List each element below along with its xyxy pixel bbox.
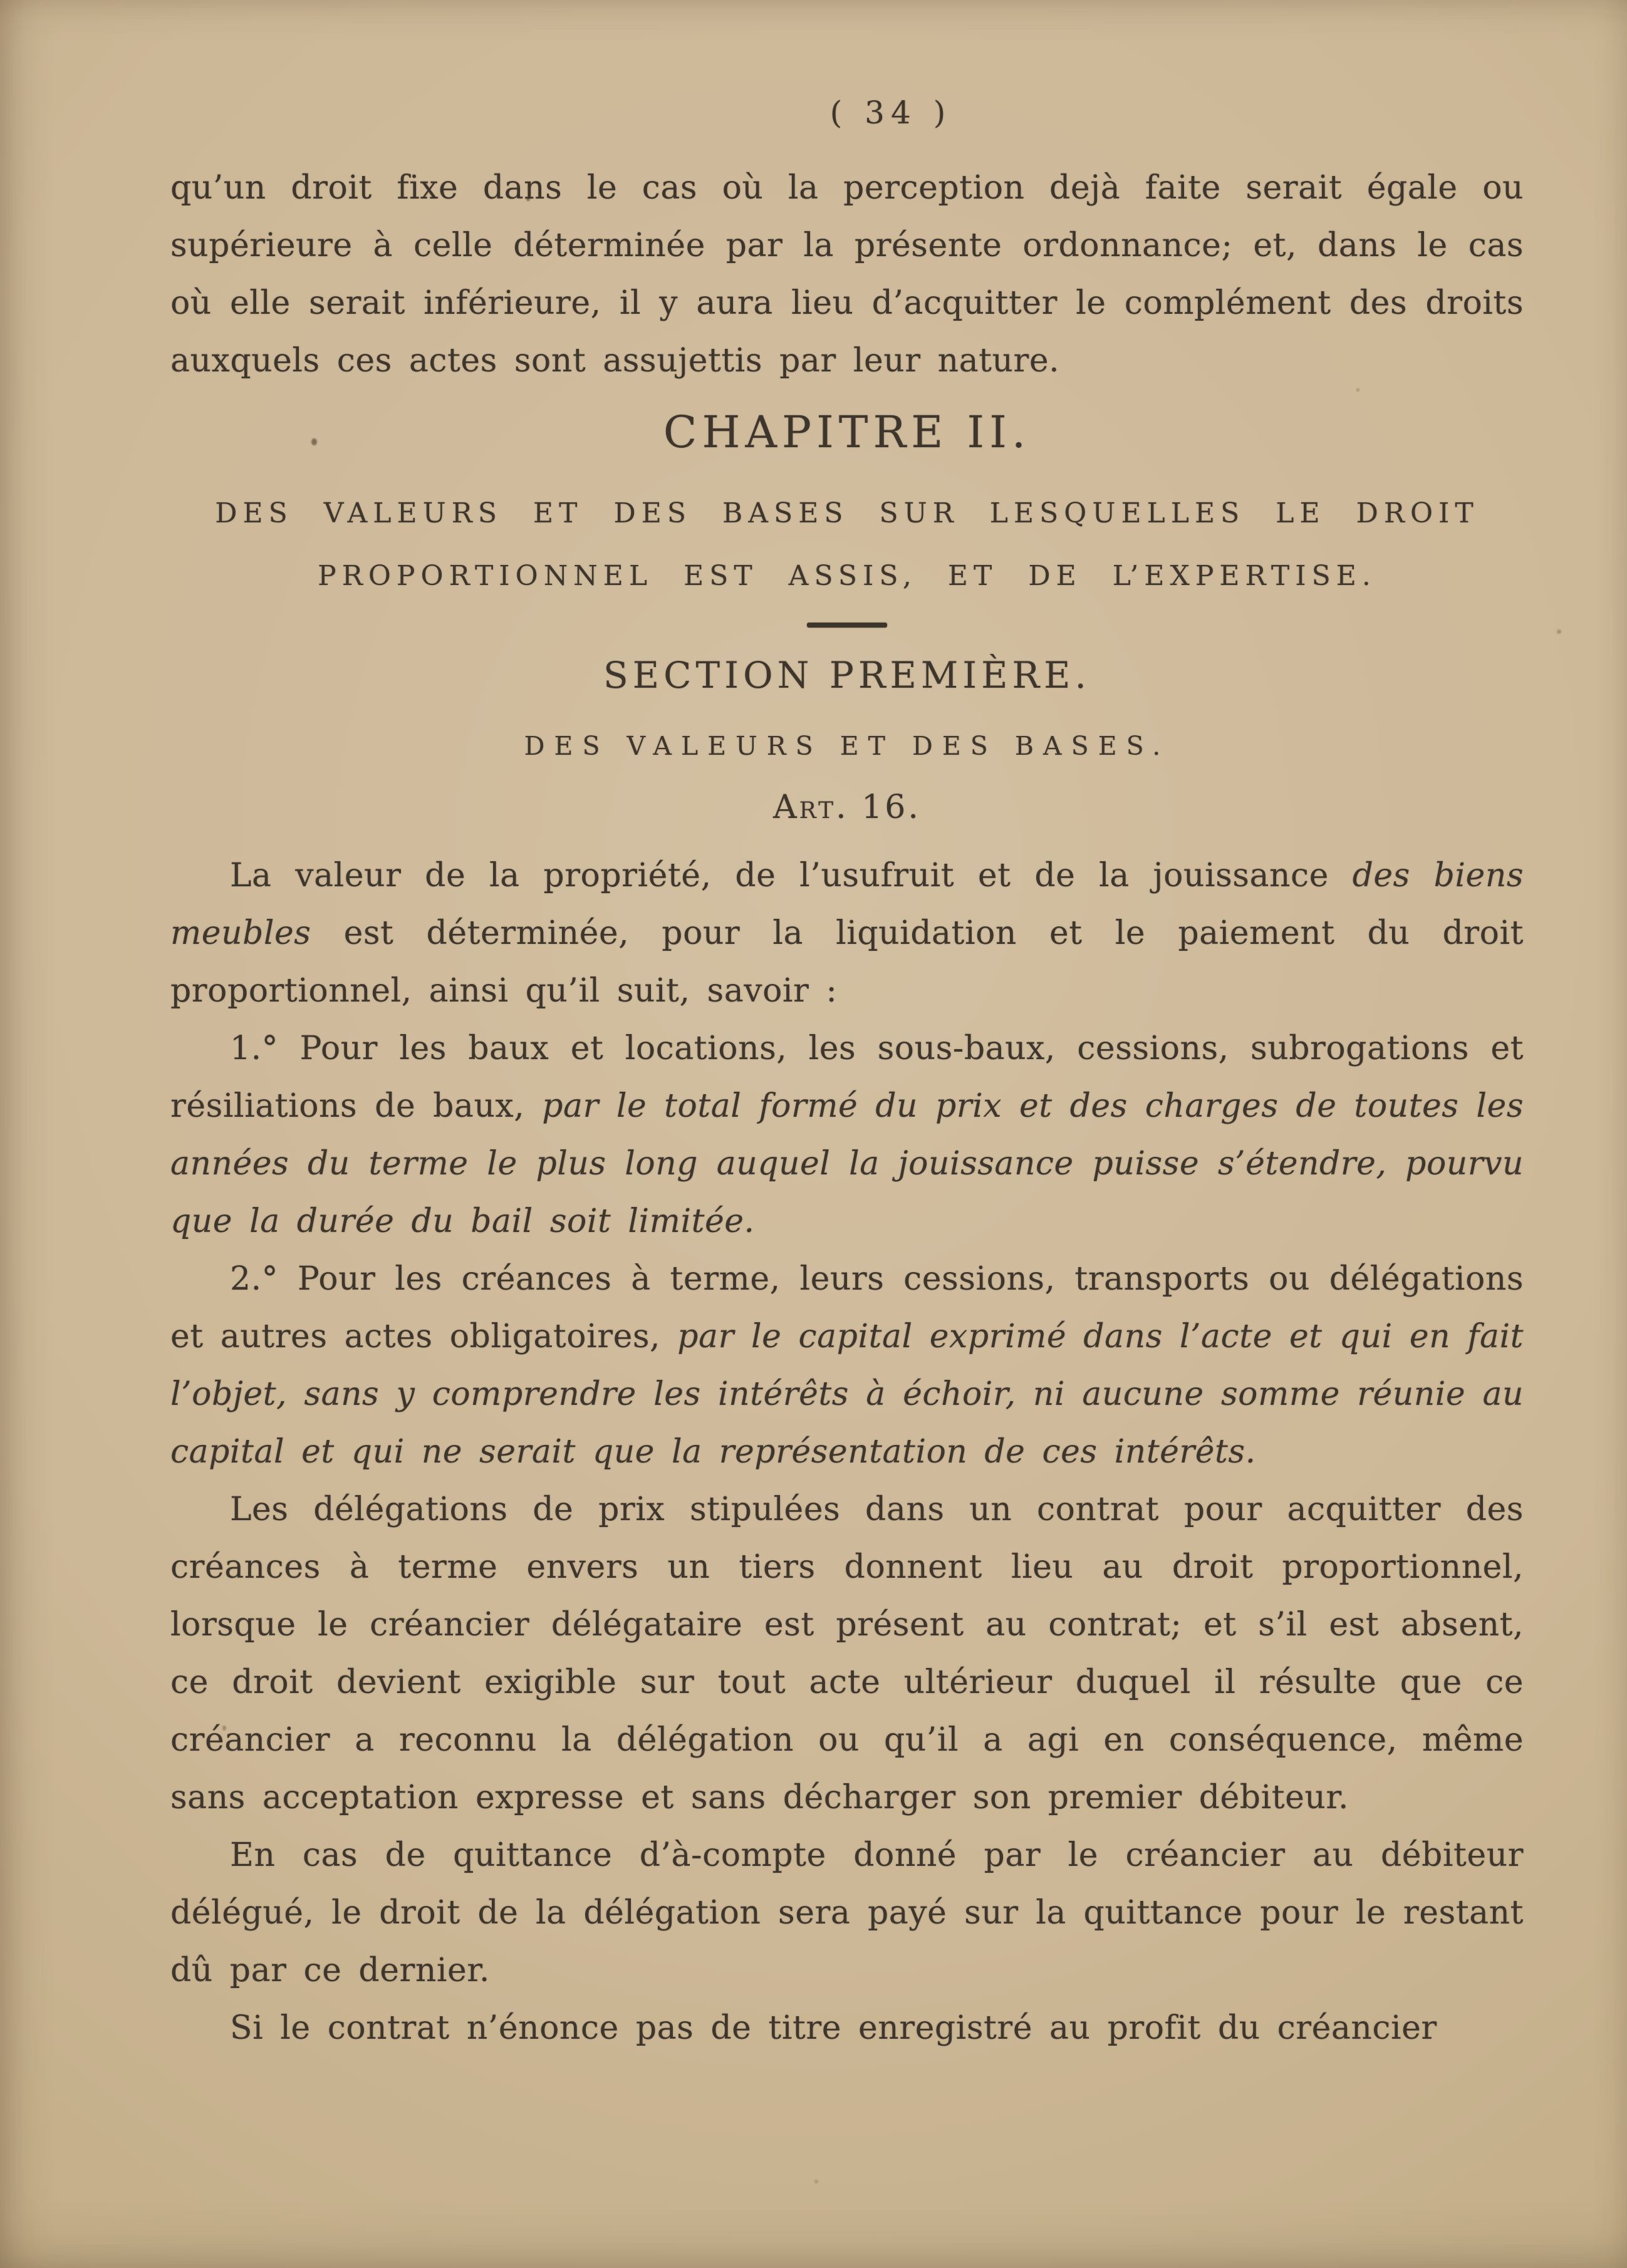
continuation-paragraph: qu’un droit fixe dans le cas où la perception dejà faite serait égale ou supérieure à celle déterminée par la présente ordonnance; et, dans le cas où elle serait inférieure, il y aura lieu d’acquitter le complément des droits auxquels ces actes sont assujettis par leur nature. (170, 169, 1524, 380)
paragraph-quittance: En cas de quittance d’à-compte donné par le créancier au débiteur délégué, le droit de la délégation sera payé sur la quittance pour le restant dû par ce dernier. (170, 1836, 1524, 1989)
article-heading: Art. 16. (773, 789, 921, 826)
paragraph-delegations: Les délégations de prix stipulées dans un contrat pour acquitter des créances à terme envers un tiers donnent lieu au droit proportionnel, lorsque le créancier délégataire est présent au contrat; et s’il est absent, ce droit devient exigible sur tout acte ultérieur duquel il résulte que ce créancier a reconnu la délégation ou qu’il a agi en conséquence, même sans acceptation expresse et sans décharger son premier débiteur. (170, 1491, 1524, 1816)
page-number: ( 34 ) (829, 95, 952, 131)
chapter-subtitle (170, 482, 1524, 608)
section-divider-rule (807, 623, 887, 628)
chapter-subtitle-line: PROPORTIONNEL EST ASSIS, ET DE L’EXPERTISE. (318, 560, 1376, 592)
paragraph-art16-intro: La valeur de la propriété, de l’usufruit et de la jouissance des biens meubles est déterminée, pour la liquidation et le paiement du droit proportionnel, ainsi qu’il suit, savoir : (170, 857, 1524, 1010)
chapter-subtitle-line: DES VALEURS ET DES BASES SUR LESQUELLES LE DROIT (215, 497, 1479, 529)
paper-speck (814, 2180, 818, 2183)
chapter-title: CHAPITRE II. (663, 406, 1031, 458)
paragraph-item-1: 1.° Pour les baux et locations, les sous-baux, cessions, subrogations et résiliations de baux, par le total formé du prix et des charges de toutes les années du terme le plus long auquel la jouissance puisse s’étendre, pourvu que la durée du bail soit limitée. (170, 1030, 1524, 1240)
paper-speck (1557, 629, 1561, 634)
section-title: SECTION PREMIÈRE. (603, 654, 1091, 696)
section-subtitle: DES VALEURS ET DES BASES. (524, 731, 1170, 761)
paragraph-item-2: 2.° Pour les créances à terme, leurs cessions, transports ou délégations et autres actes obligatoires, par le capital exprimé dans l’acte et qui en fait l’objet, sans y comprendre les intérêts à échoir, ni aucune somme réunie au capital et qui ne serait que la représentation de ces intérêts. (170, 1260, 1524, 1471)
text-block (170, 0, 1524, 2057)
paragraph-contrat: Si le contrat n’énonce pas de titre enregistré au profit du créancier (230, 2009, 1437, 2047)
